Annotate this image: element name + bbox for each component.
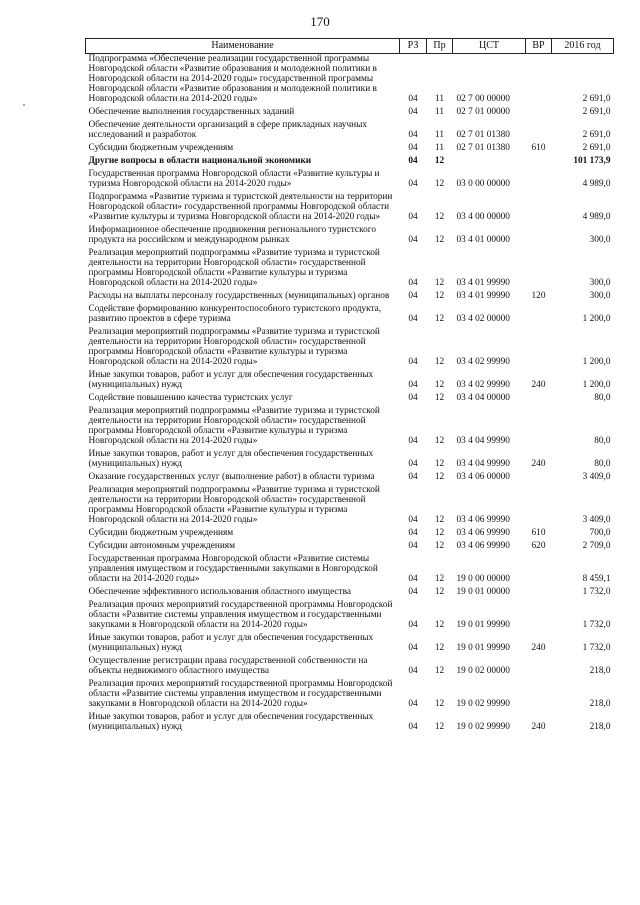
cell-amount: 80,0 xyxy=(594,459,611,469)
header-vr: ВР xyxy=(526,39,552,54)
cell-vr: 610 xyxy=(531,528,546,538)
cell-pr: 12 xyxy=(434,380,445,390)
cell-cst: 03 4 01 99990 xyxy=(456,278,510,288)
cell-rz: 04 xyxy=(408,620,418,630)
cell-vr xyxy=(526,679,552,712)
cell-vr xyxy=(526,192,552,225)
cell-pr: 12 xyxy=(434,459,445,469)
cell-rz: 04 xyxy=(408,235,418,245)
table-row xyxy=(86,600,614,633)
cell-amount: 300,0 xyxy=(589,235,611,245)
table-row xyxy=(86,449,614,472)
table-row xyxy=(86,393,614,406)
cell-cst: 03 4 02 99990 xyxy=(456,357,510,367)
cell-pr: 12 xyxy=(434,528,445,538)
cell-pr: 12 xyxy=(434,666,445,676)
cell-name: Осуществление регистрации права государственной собственности на объекты недвижимого областного имущества xyxy=(88,656,368,676)
cell-amount: 300,0 xyxy=(589,278,611,288)
cell-pr: 12 xyxy=(434,515,445,525)
cell-name: Иные закупки товаров, работ и услуг для обеспечения государственных (муниципальных) нужд xyxy=(88,370,374,390)
cell-vr xyxy=(526,156,552,169)
cell-vr: 610 xyxy=(531,143,546,153)
header-name: Наименование xyxy=(86,39,400,54)
cell-cst: 02 7 01 00000 xyxy=(456,107,510,117)
cell-rz: 04 xyxy=(408,574,418,584)
cell-name: Государственная программа Новгородской области «Развитие системы управления имуществом и государственными закупками в Новгородской области на 2014-2020 годы» xyxy=(88,554,378,584)
cell-amount: 1 732,0 xyxy=(582,587,611,597)
table-row xyxy=(86,633,614,656)
cell-rz: 04 xyxy=(408,528,418,538)
cell-amount: 218,0 xyxy=(589,722,611,732)
cell-cst: 03 4 01 99990 xyxy=(456,291,510,301)
cell-name: Государственная программа Новгородской области «Развитие культуры и туризма Новгородской области на 2014-2020 годы» xyxy=(88,169,380,189)
cell-amount: 2 691,0 xyxy=(582,94,611,104)
table-row xyxy=(86,528,614,541)
table-row xyxy=(86,156,614,169)
cell-name: Реализация мероприятий подпрограммы «Развитие туризма и туристской деятельности на территории Новгородской области» государственной программы Новгородской области «Развитие культуры и туризма Новгородской области на 2014-2020 годы» xyxy=(88,485,380,525)
table-row xyxy=(86,472,614,485)
cell-vr: 120 xyxy=(531,291,546,301)
cell-rz: 04 xyxy=(408,212,418,222)
cell-rz: 04 xyxy=(408,587,418,597)
cell-rz: 04 xyxy=(408,130,418,140)
table-row xyxy=(86,656,614,679)
cell-name: Реализация мероприятий подпрограммы «Развитие туризма и туристской деятельности на территории Новгородской области» государственной программы Новгородской области «Развитие культуры и туризма Новгородской области на 2014-2020 годы» xyxy=(88,248,380,288)
table-row xyxy=(86,120,614,143)
cell-vr xyxy=(526,327,552,370)
cell-amount: 218,0 xyxy=(589,699,611,709)
cell-name: Расходы на выплаты персоналу государственных (муниципальных) органов xyxy=(88,291,390,301)
cell-vr xyxy=(526,54,552,108)
cell-rz: 04 xyxy=(408,380,418,390)
cell-amount: 1 200,0 xyxy=(582,380,611,390)
header-cst: ЦСТ xyxy=(453,39,526,54)
cell-cst: 03 4 04 99990 xyxy=(456,459,510,469)
cell-rz: 04 xyxy=(408,143,418,153)
cell-pr: 11 xyxy=(435,94,444,104)
cell-cst: 03 4 06 99990 xyxy=(456,515,510,525)
cell-vr: 240 xyxy=(531,459,546,469)
cell-name: Содействие повышению качества туристских услуг xyxy=(88,393,293,403)
cell-name: Реализация мероприятий подпрограммы «Развитие туризма и туристской деятельности на территории Новгородской области» государственной программы Новгородской области «Развитие культуры и туризма Новгородской области на 2014-2020 годы» xyxy=(88,406,380,446)
table-row xyxy=(86,485,614,528)
cell-pr: 11 xyxy=(435,130,444,140)
cell-pr: 12 xyxy=(434,643,445,653)
cell-name: Обеспечение деятельности организаций в сфере прикладных научных исследований и разработок xyxy=(88,120,367,140)
cell-vr xyxy=(526,554,552,587)
cell-vr xyxy=(526,393,552,406)
cell-cst xyxy=(453,156,526,169)
cell-amount: 1 200,0 xyxy=(582,314,611,324)
cell-pr: 12 xyxy=(434,393,445,403)
cell-vr xyxy=(526,248,552,291)
cell-vr: 240 xyxy=(531,643,546,653)
cell-amount: 2 691,0 xyxy=(582,130,611,140)
cell-amount: 1 200,0 xyxy=(582,357,611,367)
table-row xyxy=(86,327,614,370)
table-row xyxy=(86,291,614,304)
cell-amount: 3 409,0 xyxy=(582,515,611,525)
cell-pr: 11 xyxy=(435,107,444,117)
cell-name: Обеспечение выполнения государственных заданий xyxy=(88,107,295,117)
table-row xyxy=(86,370,614,393)
cell-amount: 2 691,0 xyxy=(582,143,611,153)
page-number: 170 xyxy=(310,14,330,29)
cell-pr: 12 xyxy=(434,699,445,709)
cell-rz: 04 xyxy=(408,107,418,117)
cell-rz: 04 xyxy=(408,179,418,189)
cell-amount: 2 691,0 xyxy=(582,107,611,117)
cell-cst: 03 4 02 99990 xyxy=(456,380,510,390)
cell-cst: 02 7 01 01380 xyxy=(456,143,510,153)
cell-cst: 19 0 01 99990 xyxy=(456,643,510,653)
cell-amount: 4 989,0 xyxy=(582,179,611,189)
cell-vr xyxy=(526,107,552,120)
table-row xyxy=(86,712,614,735)
cell-amount: 1 732,0 xyxy=(582,643,611,653)
cell-cst: 03 4 02 00000 xyxy=(456,314,510,324)
table-row xyxy=(86,169,614,192)
cell-pr: 12 xyxy=(434,436,445,446)
cell-pr: 12 xyxy=(434,179,445,189)
cell-rz: 04 xyxy=(408,393,418,403)
table-row xyxy=(86,248,614,291)
cell-pr: 12 xyxy=(434,574,445,584)
cell-cst: 03 4 00 00000 xyxy=(456,212,510,222)
cell-name: Реализация мероприятий подпрограммы «Развитие туризма и туристской деятельности на территории Новгородской области» государственной программы Новгородской области «Развитие культуры и туризма Новгородской области на 2014-2020 годы» xyxy=(88,327,380,367)
cell-pr: 12 xyxy=(434,722,445,732)
cell-rz: 04 xyxy=(408,643,418,653)
cell-vr xyxy=(526,587,552,600)
cell-cst: 19 0 02 99990 xyxy=(456,699,510,709)
cell-pr: 11 xyxy=(435,143,444,153)
cell-amount: 300,0 xyxy=(589,291,611,301)
cell-vr: 240 xyxy=(531,380,546,390)
table-row xyxy=(86,304,614,327)
cell-name: Обеспечение эффективного использования областного имущества xyxy=(88,587,352,597)
cell-vr xyxy=(526,600,552,633)
cell-cst: 19 0 01 00000 xyxy=(456,587,510,597)
cell-cst: 19 0 01 99990 xyxy=(456,620,510,630)
cell-vr xyxy=(526,656,552,679)
cell-vr: 620 xyxy=(531,541,546,551)
cell-pr: 12 xyxy=(434,235,445,245)
cell-cst: 03 4 06 00000 xyxy=(456,472,510,482)
cell-rz: 04 xyxy=(408,515,418,525)
table-row xyxy=(86,679,614,712)
cell-rz: 04 xyxy=(408,291,418,301)
table-row xyxy=(86,143,614,156)
cell-cst: 03 4 04 00000 xyxy=(456,393,510,403)
cell-name: Оказание государственных услуг (выполнение работ) в области туризма xyxy=(88,472,375,482)
cell-amount: 8 459,1 xyxy=(582,574,611,584)
margin-mark xyxy=(23,104,25,106)
budget-table xyxy=(85,38,614,735)
cell-pr: 12 xyxy=(434,278,445,288)
cell-vr xyxy=(526,406,552,449)
cell-rz: 04 xyxy=(408,699,418,709)
cell-rz: 04 xyxy=(408,541,418,551)
cell-cst: 02 7 00 00000 xyxy=(456,94,510,104)
cell-name: Реализация прочих мероприятий государственной программы Новгородской области «Развитие системы управления имуществом и государственными закупками в Новгородской области на 2014-2020 годы» xyxy=(88,679,393,709)
cell-vr xyxy=(526,472,552,485)
cell-cst: 19 0 02 00000 xyxy=(456,666,510,676)
cell-rz: 04 xyxy=(408,94,418,104)
cell-amount: 80,0 xyxy=(594,393,611,403)
cell-vr xyxy=(526,304,552,327)
cell-pr: 12 xyxy=(434,291,445,301)
header-rz: РЗ xyxy=(400,39,427,54)
cell-vr xyxy=(526,225,552,248)
cell-cst: 02 7 01 01380 xyxy=(456,130,510,140)
table-row xyxy=(86,54,614,108)
cell-amount: 700,0 xyxy=(589,528,611,538)
table-header-row xyxy=(86,39,614,54)
cell-vr: 240 xyxy=(531,722,546,732)
cell-rz: 04 xyxy=(408,459,418,469)
cell-cst: 03 4 06 99990 xyxy=(456,541,510,551)
cell-vr xyxy=(526,169,552,192)
cell-pr: 12 xyxy=(434,587,445,597)
cell-pr: 12 xyxy=(434,357,445,367)
cell-amount: 3 409,0 xyxy=(582,472,611,482)
cell-cst: 03 4 01 00000 xyxy=(456,235,510,245)
cell-name: Субсидии автономным учреждениям xyxy=(88,541,235,551)
cell-pr: 12 xyxy=(434,541,445,551)
cell-name: Иные закупки товаров, работ и услуг для обеспечения государственных (муниципальных) нужд xyxy=(88,712,374,732)
cell-cst: 19 0 00 00000 xyxy=(456,574,510,584)
cell-amount: 4 989,0 xyxy=(582,212,611,222)
cell-cst: 03 0 00 00000 xyxy=(456,179,510,189)
cell-name: Субсидии бюджетным учреждениям xyxy=(88,528,234,538)
table-row xyxy=(86,225,614,248)
cell-rz: 04 xyxy=(408,472,418,482)
cell-name: Иные закупки товаров, работ и услуг для обеспечения государственных (муниципальных) нужд xyxy=(88,449,374,469)
cell-amount: 218,0 xyxy=(589,666,611,676)
table-row xyxy=(86,107,614,120)
cell-name: Иные закупки товаров, работ и услуг для обеспечения государственных (муниципальных) нужд xyxy=(88,633,374,653)
cell-cst: 03 4 04 99990 xyxy=(456,436,510,446)
cell-name: Реализация прочих мероприятий государственной программы Новгородской области «Развитие системы управления имуществом и государственными закупками в Новгородской области на 2014-2020 годы» xyxy=(88,600,393,630)
cell-cst: 03 4 06 99990 xyxy=(456,528,510,538)
cell-cst: 19 0 02 99990 xyxy=(456,722,510,732)
cell-pr: 12 xyxy=(434,472,445,482)
table-row xyxy=(86,192,614,225)
cell-name: Информационное обеспечение продвижения регионального туристского продукта на российском и международном рынках xyxy=(88,225,376,245)
cell-vr xyxy=(526,120,552,143)
cell-amount: 2 709,0 xyxy=(582,541,611,551)
cell-pr: 12 xyxy=(434,314,445,324)
cell-name: Субсидии бюджетным учреждениям xyxy=(88,143,234,153)
cell-rz: 04 xyxy=(408,314,418,324)
table-row xyxy=(86,554,614,587)
cell-pr: 12 xyxy=(434,156,445,166)
cell-amount: 1 732,0 xyxy=(582,620,611,630)
cell-amount: 101 173,9 xyxy=(573,156,611,166)
cell-name: Содействие формированию конкурентоспособного туристского продукта, развитию проектов в сфере туризма xyxy=(88,304,382,324)
cell-pr: 12 xyxy=(434,620,445,630)
cell-rz: 04 xyxy=(408,436,418,446)
header-pr: Пр xyxy=(427,39,453,54)
table-body xyxy=(86,54,614,736)
cell-rz: 04 xyxy=(408,156,418,166)
cell-rz: 04 xyxy=(408,357,418,367)
cell-vr xyxy=(526,485,552,528)
table-row xyxy=(86,406,614,449)
cell-name: Другие вопросы в области национальной экономики xyxy=(88,156,312,166)
cell-pr: 12 xyxy=(434,212,445,222)
cell-rz: 04 xyxy=(408,278,418,288)
cell-amount: 80,0 xyxy=(594,436,611,446)
table-row xyxy=(86,541,614,554)
cell-name: Подпрограмма «Обеспечение реализации государственной программы Новгородской области «Развитие образования и молодежной политики в Новгородской области на 2014-2020 годы» государственной программы Новгородской области «Развитие образования и молодежной политики в Новгородской области на 2014-2020 годы» xyxy=(88,54,377,104)
cell-rz: 04 xyxy=(408,722,418,732)
header-year: 2016 год xyxy=(552,39,614,54)
cell-name: Подпрограмма «Развитие туризма и туристской деятельности на территории Новгородской области» государственной программы Новгородской области «Развитие культуры и туризма Новгородской области на 2014-2020 годы» xyxy=(88,192,393,222)
table-row xyxy=(86,587,614,600)
cell-rz: 04 xyxy=(408,666,418,676)
